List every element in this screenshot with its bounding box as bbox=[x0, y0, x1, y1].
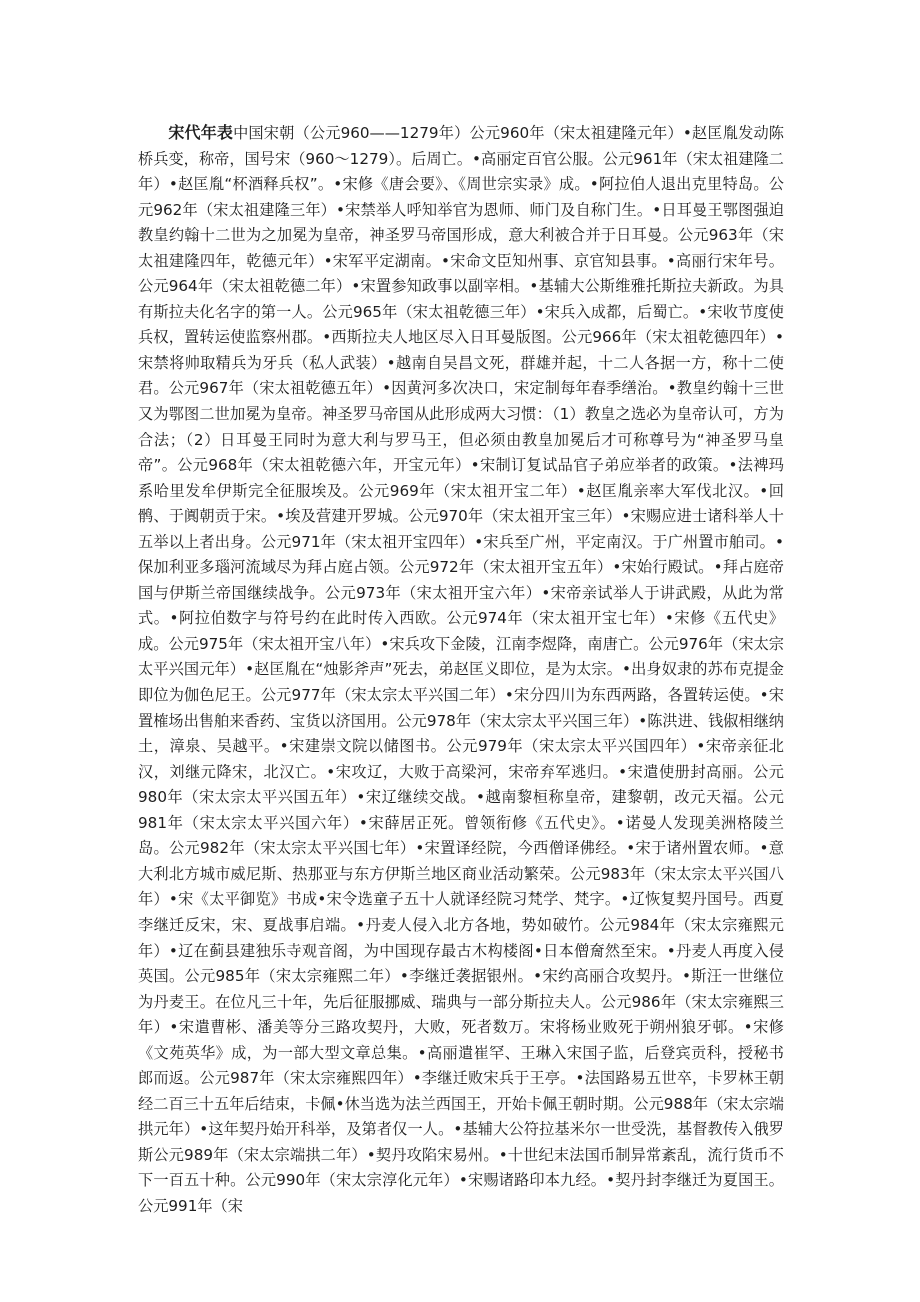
chronology-text: 中国宋朝（公元960——1279年）公元960年（宋太祖建隆元年）•赵匡胤发动陈桥兵变，称帝，国号宋（960～1279）。后周亡。•高丽定百官公服。公元961年（宋太祖建隆二年）•赵匡胤“杯酒释兵权”。•宋修《唐会要》、《周世宗实录》成。•阿拉伯人退出克里特岛。公元962年（宋太祖建隆三年）•宋禁举人呼知举官为恩师、师门及自称门生。•日耳曼王鄂图强迫教皇约翰十二世为之加冕为皇帝，神圣罗马帝国形成，意大利被合并于日耳曼。公元963年（宋太祖建隆四年，乾德元年）•宋军平定湖南。•宋命文臣知州事、京官知县事。•高丽行宋年号。公元964年（宋太祖乾德二年）•宋置参知政事以副宰相。•基辅大公斯维雅托斯拉夫新政。为具有斯拉夫化名字的第一人。公元965年（宋太祖乾德三年）•宋兵入成都，后蜀亡。•宋收节度使兵权，置转运使监察州郡。•西斯拉夫人地区尽入日耳曼版图。公元966年（宋太祖乾德四年）•宋禁将帅取精兵为牙兵（私人武装）•越南自吴昌文死，群雄并起，十二人各据一方，称十二使君。公元967年（宋太祖乾德五年）•因黄河多次决口，宋定制每年春季缮治。•教皇约翰十三世又为鄂图二世加冕为皇帝。神圣罗马帝国从此形成两大习惯：（1）教皇之选必为皇帝认可，方为合法；（2）日耳曼王同时为意大利与罗马王，但必须由教皇加冕后才可称尊号为“神圣罗马皇帝”。公元968年（宋太祖乾德六年，开宝元年）•宋制订复试品官子弟应举者的政策。•法裨玛系哈里发牟伊斯完全征服埃及。公元969年（宋太祖开宝二年）•赵匡胤亲率大军伐北汉。•回鹘、于阗朝贡于宋。•埃及营建开罗城。公元970年（宋太祖开宝三年）•宋赐应进士诸科举人十五举以上者出身。公元971年（宋太祖开宝四年）•宋兵至广州，平定南汉。于广州置市舶司。•保加利亚多瑙河流域尽为拜占庭占领。公元972年（宋太祖开宝五年）•宋始行殿试。•拜占庭帝国与伊斯兰帝国继续战争。公元973年（宋太祖开宝六年）•宋帝亲试举人于讲武殿，从此为常式。•阿拉伯数字与符号约在此时传入西欧。公元974年（宋太祖开宝七年）•宋修《五代史》成。公元975年（宋太祖开宝八年）•宋兵攻下金陵，江南李煜降，南唐亡。公元976年（宋太宗太平兴国元年）•赵匡胤在“烛影斧声”死去，弟赵匡义即位，是为太宗。•出身奴隶的苏布克提金即位为伽色尼王。公元977年（宋太宗太平兴国二年）•宋分四川为东西两路，各置转运使。•宋置榷场出售舶来香药、宝货以济国用。公元978年（宋太宗太平兴国三年）•陈洪进、钱俶相继纳土，漳泉、吴越平。•宋建崇文院以储图书。公元979年（宋太宗太平兴国四年）•宋帝亲征北汉，刘继元降宋，北汉亡。•宋攻辽，大败于高梁河，宋帝弃军逃归。•宋遣使册封高丽。公元980年（宋太宗太平兴国五年）•宋辽继续交战。•越南黎桓称皇帝，建黎朝，改元天福。公元981年（宋太宗太平兴国六年）•宋薛居正死。曾领衔修《五代史》。•诺曼人发现美洲格陵兰岛。公元982年（宋太宗太平兴国七年）•宋置译经院，今西僧译佛经。•宋于诸州置农师。•意大利北方城市威尼斯、热那亚与东方伊斯兰地区商业活动繁荣。公元983年（宋太宗太平兴国八年）•宋《太平御览》书成•宋令选童子五十人就译经院习梵学、梵字。•辽恢复契丹国号。西夏李继迁反宋，宋、夏战事启端。•丹麦人侵入北方各地，势如破竹。公元984年（宋太宗雍熙元年）•辽在蓟县建独乐寺观音阁，为中国现存最古木构楼阁•日本僧奝然至宋。•丹麦人再度入侵英国。公元985年（宋太宗雍熙二年）•李继迁袭据银州。•宋约高丽合攻契丹。•斯汪一世继位为丹麦王。在位凡三十年，先后征服挪威、瑞典与一部分斯拉夫人。公元986年（宋太宗雍熙三年）•宋遣曹彬、潘美等分三路攻契丹，大败，死者数万。宋将杨业败死于朔州狼牙邨。•宋修《文苑英华》成，为一部大型文章总集。•高丽遣崔罕、王琳入宋国子监，后登宾贡科，授秘书郎而返。公元987年（宋太宗雍熙四年）•李继迁败宋兵于王亭。•法国路易五世卒，卡罗林王朝经二百三十五年后结束，卡佩•休当选为法兰西国王，开始卡佩王朝时期。公元988年（宋太宗端拱元年）•这年契丹始开科举，及第者仅一人。•基辅大公符拉基米尔一世受洗，基督教传入俄罗斯公元989年（宋太宗端拱二年）•契丹攻陷宋易州。•十世纪末法国币制异常紊乱，流行货币不下一百五十种。公元990年（宋太宗淳化元年）•宋赐诸路印本九经。•契丹封李继迁为夏国王。公元991年（宋 bbox=[138, 124, 784, 1215]
document-title: 宋代年表 bbox=[168, 123, 234, 142]
document-page bbox=[138, 120, 784, 1220]
chronology-paragraph bbox=[138, 120, 784, 1220]
